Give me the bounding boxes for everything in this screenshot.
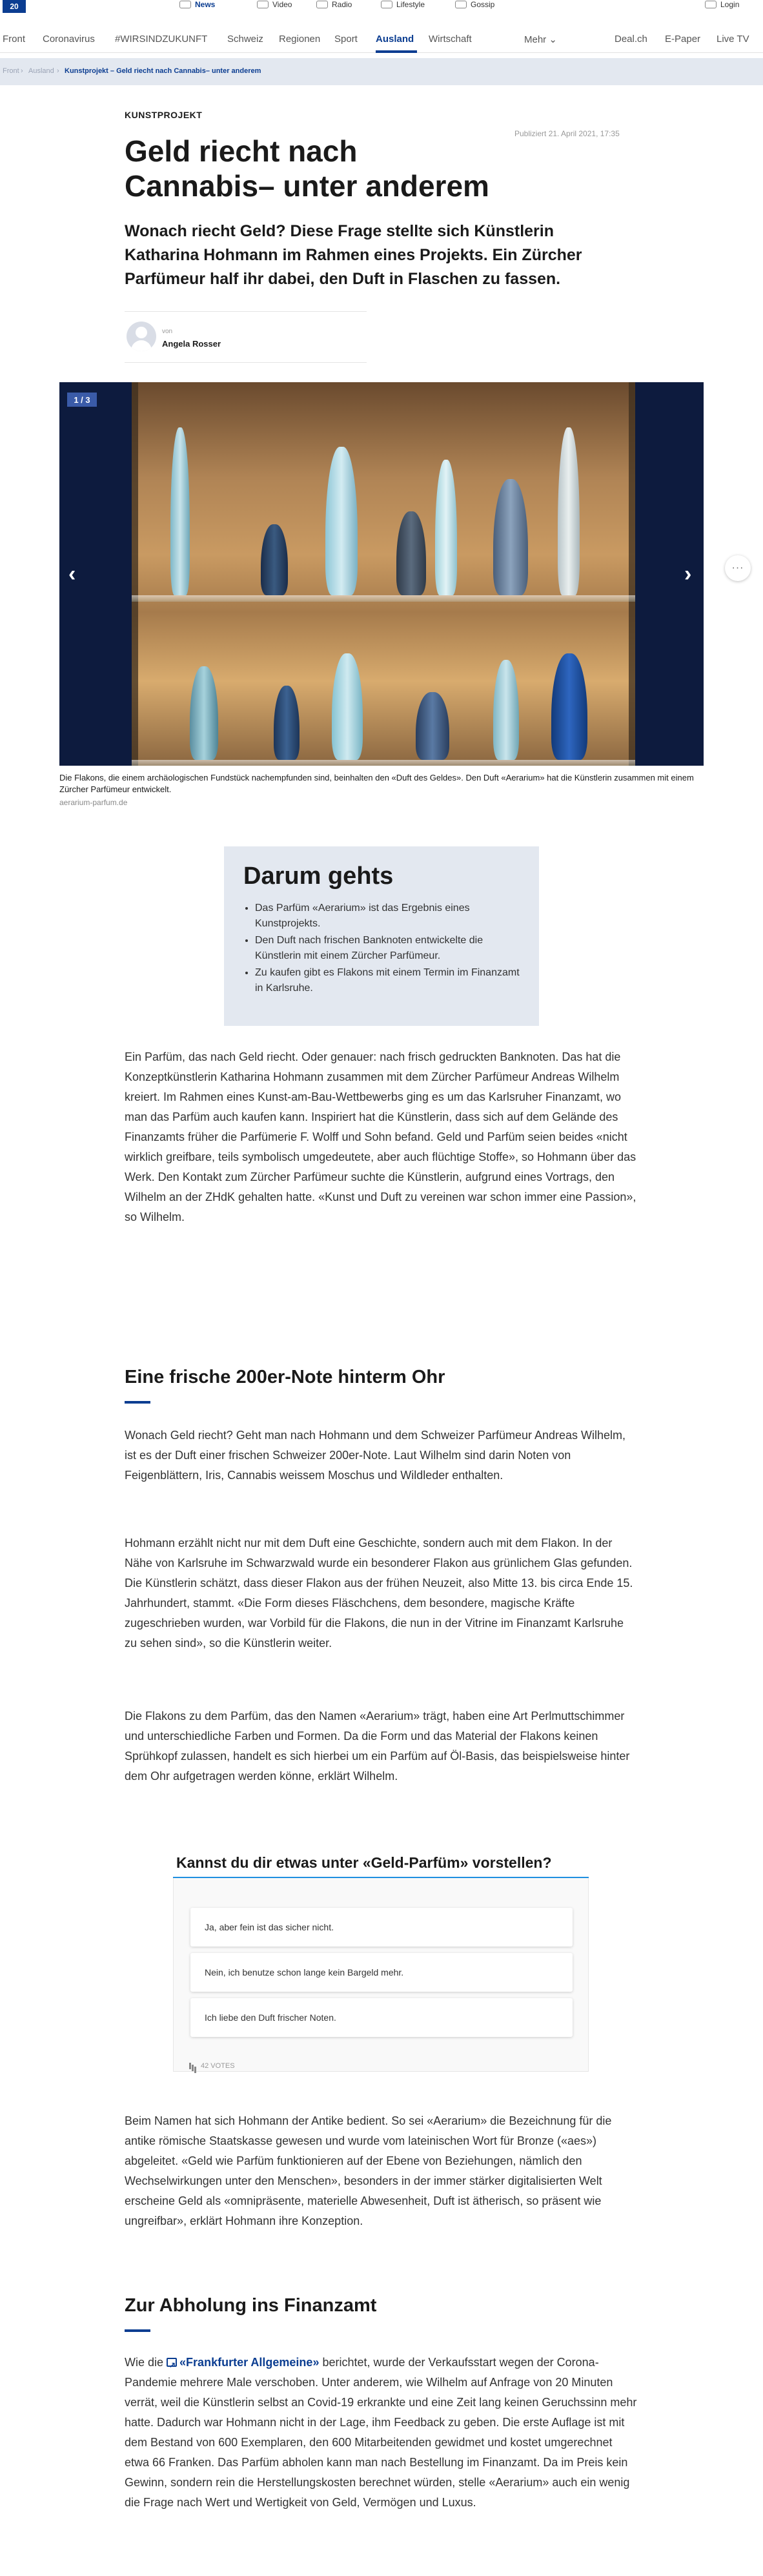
- poll-question: Kannst du dir etwas unter «Geld-Parfüm» vorstellen?: [176, 1854, 552, 1871]
- flakon: [274, 686, 300, 760]
- summary-bullet: • Den Duft nach frischen Banknoten entwickelte die Künstlerin mit einem Zürcher Parfümeur.: [255, 933, 520, 964]
- body-paragraph: Ein Parfüm, das nach Geld riecht. Oder genauer: nach frisch gedruckten Banknoten. Das hat die Konzeptkünstlerin Katharina Hohmann zusammen mit dem Zürcher Parfümeur Andreas Wilhelm kreiert. Im Rahmen eines Kunst-am-Bau-Wettbewerbs ging es um das Karlsruher Finanzamt, wo man das Parfüm auch kaufen kann. Inspiriert hat die Künstlerin, dass sich auf dem Gelände des Finanzamts früher die Parfümerie F. Wolff und Sohn befand. Geld und Parfüm seien beides «nicht wirklich greifbare, teils symbolisch umgedeutete, aber auch flüchtige Stoffe», so Hohmann über das Werk. Den Kontakt zum Zürcher Parfümeur suchte die Künstlerin, aufgrund eines Vortrags, den Wilhelm an der ZHdK gehalten hatte. «Kunst und Duft zu vereinen war schon immer eine Passion», so Wilhelm.: [125, 1050, 636, 1223]
- flakon: [332, 653, 363, 760]
- section-heading: Zur Abholung ins Finanzamt: [125, 2295, 377, 2316]
- author-name[interactable]: Angela Rosser: [162, 339, 221, 349]
- body-paragraph: Beim Namen hat sich Hohmann der Antike bedient. So sei «Aerarium» die Bezeichnung für die antike römische Staatskasse gewesen und wurde vom lateinischen Wort für Bronze («aes») abgeleitet. «Geld wie Parfüm funktionieren auf der Ebene von Beziehungen, nämlich den Wechselwirkungen unter den Menschen», besonders in der immer stärker digitalisierten Welt erscheine Geld als «omnipräsente, materielle Abwesenheit, Duft ist ätherisch, so präsent wie ungreifbar», erklärt Hohmann ihre Konzeption.: [125, 2114, 612, 2227]
- flakon: [435, 460, 457, 595]
- body-paragraph: Wonach Geld riecht? Geht man nach Hohmann und dem Schweizer Parfümeur Andreas Wilhelm, ist es der Duft einer frischen Schweizer 200er-Note. Laut Wilhelm sind darin Noten von Feigenblättern, Iris, Cannabis weissem Moschus und Wildleder enthalten.: [125, 1429, 626, 1482]
- camera-icon: [455, 1, 467, 8]
- flakon: [493, 479, 528, 595]
- bar-chart-icon: [189, 2063, 197, 2069]
- image-caption: Die Flakons, die einem archäologischen Fundstück nachempfunden sind, beinhalten den «Duft des Geldes». Den Duft «Aerarium» hat die Künstlerin zusammen mit einem Zürcher Parfümeur entwickelt.: [59, 773, 694, 794]
- gallery-prev-button[interactable]: ‹: [68, 562, 76, 586]
- nav-item-mehr[interactable]: Mehr ⌄: [524, 34, 557, 45]
- poll-votes-label: 42 VOTES: [201, 2062, 235, 2070]
- nav-item-deal[interactable]: Deal.ch: [615, 34, 647, 45]
- breadcrumb: [0, 58, 763, 85]
- video-play-icon: [257, 1, 269, 8]
- flakon: [261, 524, 288, 595]
- top-item-label: Radio: [332, 0, 352, 9]
- breadcrumb-ausland[interactable]: Ausland: [28, 67, 54, 75]
- nav-item-wirsindzukunft[interactable]: #WIRSINDZUKUNFT: [115, 34, 208, 45]
- body-paragraph: Hohmann erzählt nicht nur mit dem Duft eine Geschichte, sondern auch mit dem Flakon. In der Nähe von Karlsruhe im Schwarzwald wurde ein besonderer Flakon aus grünlichem Glas gefunden. Die Künstlerin schätzt, dass dieser Flakon aus der frühen Neuzeit, also Mitte 13. bis circa Ende 15. Jahrhundert, stammt. «Die Form dieses Fläschchens, dem besondere, magische Kräfte zugeschrieben wurden, war Vorbild für die Flakons, die nun in der Vitrine im Finanzamt Karlsruhe zu sehen sind», so die Künstlerin weiter.: [125, 1537, 633, 1650]
- logo-20-minuten[interactable]: 20: [3, 0, 26, 13]
- summary-bullet: • Das Parfüm «Aerarium» ist das Ergebnis eines Kunstprojekts.: [255, 901, 520, 932]
- poll-option[interactable]: Ja, aber fein ist das sicher nicht.: [190, 1908, 573, 1947]
- top-item-label: Video: [272, 0, 292, 9]
- nav-item-ausland[interactable]: Ausland: [376, 34, 414, 45]
- flakon: [551, 653, 587, 760]
- gallery-photo-perfume-flakons: [132, 382, 635, 766]
- body-paragraph: [125, 2353, 638, 2513]
- top-item-news[interactable]: [179, 0, 215, 9]
- user-icon: [705, 1, 717, 8]
- top-item-gossip[interactable]: [455, 0, 494, 9]
- glass-shelf: [132, 760, 635, 766]
- summary-list: [243, 901, 520, 996]
- top-item-login[interactable]: [705, 0, 739, 9]
- flakon: [325, 447, 358, 595]
- active-nav-indicator: [376, 50, 417, 53]
- main-navigation: [0, 25, 763, 53]
- top-item-radio[interactable]: [316, 0, 352, 9]
- published-date: Publiziert 21. April 2021, 17:35: [514, 129, 620, 138]
- article-lead: Wonach riecht Geld? Diese Frage stellte sich Künstlerin Katharina Hohmann im Rahmen eines Projekts. Ein Zürcher Parfümeur half ihr dabei, den Duft in Flaschen zu fassen.: [125, 222, 582, 288]
- breadcrumb-current: Kunstprojekt – Geld riecht nach Cannabis– unter anderem: [65, 67, 261, 75]
- top-item-label: Login: [720, 0, 740, 9]
- paragraph-text: berichtet, wurde der Verkaufsstart wegen der Corona-Pandemie mehrere Male verschoben. Unter anderem, wie Wilhelm auf Anfrage von 20 Minuten verrät, weil die Künstlerin selbst an Covid-19 erkrankte und eine Zeit lang keinen Geruchssinn mehr hatte. Dadurch war Hohmann nicht in der Lage, ihm Feedback zu geben. Die erste Auflage ist mit dem Bestand von 600 Exemplaren, den 600 Mitarbeitenden gewidmet und kostet umgerechnet etwa 66 Franken. Das Parfüm abholen kann man nach Bestellung im Finanzamt. Da im Preis kein Gewinn, sondern rein die Herstellungskosten berechnet würden, stelle «Aerarium» auch ein wenig die Frage nach Wert und Wertigkeit von Geld, Vermögen und Luxus.: [125, 2356, 637, 2509]
- breadcrumb-front[interactable]: Front: [3, 67, 19, 75]
- nav-item-front[interactable]: Front: [3, 34, 26, 45]
- gallery-next-button[interactable]: ›: [684, 562, 692, 586]
- image-credit: aerarium-parfum.de: [59, 798, 128, 807]
- poll-widget: [173, 1878, 589, 2072]
- nav-item-schweiz[interactable]: Schweiz: [227, 34, 263, 45]
- glass-shelf: [132, 595, 635, 602]
- article-headline: Geld riecht nach Cannabis– unter anderem: [125, 134, 489, 203]
- top-item-label: Gossip: [471, 0, 495, 9]
- paragraph-text: Wie die: [125, 2356, 164, 2369]
- nav-item-regionen[interactable]: Regionen: [279, 34, 321, 45]
- top-item-label: Lifestyle: [396, 0, 425, 9]
- summary-box: [224, 846, 539, 1026]
- body-paragraph: Die Flakons zu dem Parfüm, das den Namen «Aerarium» trägt, haben eine Art Perlmuttschimmer und unterschiedliche Farben und Formen. Da die Form und das Material der Flakons keinen Sprühkopf zulassen, handelt es sich hierbei um ein Parfüm auf Öl-Basis, das beispielsweise hinter dem Ohr aufgetragen werden könne, erklärt Wilhelm.: [125, 1710, 630, 1783]
- heading-underline: [125, 1401, 150, 1404]
- flakon: [416, 692, 449, 760]
- summary-title: Darum gehts: [243, 863, 394, 890]
- top-item-label: News: [195, 0, 216, 9]
- summary-bullet: • Zu kaufen gibt es Flakons mit einem Termin im Finanzamt in Karlsruhe.: [255, 965, 520, 996]
- top-item-video[interactable]: [257, 0, 292, 9]
- flakon: [190, 666, 218, 760]
- article-kicker: KUNSTPROJEKT: [125, 110, 203, 120]
- poll-votes: [189, 2062, 235, 2070]
- external-link-faz[interactable]: [167, 2356, 319, 2369]
- section-heading: Eine frische 200er-Note hinterm Ohr: [125, 1367, 445, 1387]
- flakon: [396, 511, 426, 595]
- newspaper-icon: [179, 1, 191, 8]
- more-options-button[interactable]: ···: [725, 555, 751, 581]
- avatar: [127, 322, 156, 351]
- top-header: [0, 0, 763, 19]
- author-box: [125, 311, 367, 363]
- breadcrumb-separator: ›: [57, 67, 59, 75]
- image-gallery[interactable]: [59, 382, 704, 766]
- nav-item-sport[interactable]: Sport: [334, 34, 358, 45]
- flakon: [493, 660, 519, 760]
- external-link-icon: [167, 2358, 177, 2367]
- link-text: «Frankfurter Allgemeine»: [179, 2356, 320, 2369]
- nav-item-live-tv[interactable]: Live TV: [717, 34, 749, 45]
- poll-option[interactable]: Ich liebe den Duft frischer Noten.: [190, 1998, 573, 2037]
- heading-underline: [125, 2329, 150, 2332]
- vitrine-frame: [629, 382, 635, 766]
- vitrine-frame: [132, 382, 138, 766]
- radio-icon: [316, 1, 328, 8]
- gallery-counter: 1 / 3: [67, 393, 97, 407]
- poll-option[interactable]: Nein, ich benutze schon lange kein Bargeld mehr.: [190, 1953, 573, 1992]
- top-item-lifestyle[interactable]: [381, 0, 425, 9]
- nav-item-wirtschaft[interactable]: Wirtschaft: [429, 34, 472, 45]
- author-prefix: von: [162, 328, 173, 335]
- flakon: [170, 427, 190, 595]
- nav-item-epaper[interactable]: E-Paper: [665, 34, 701, 45]
- flakon: [558, 427, 580, 595]
- breadcrumb-separator: ›: [21, 67, 23, 75]
- nav-item-coronavirus[interactable]: Coronavirus: [43, 34, 95, 45]
- lifestyle-icon: [381, 1, 392, 8]
